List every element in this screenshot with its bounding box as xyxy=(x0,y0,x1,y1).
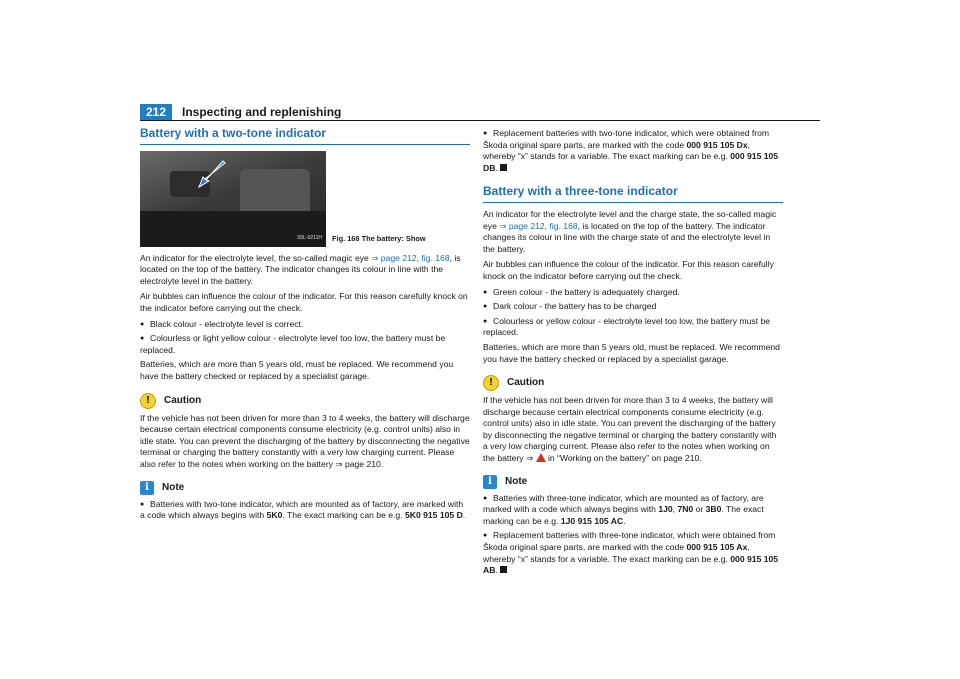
section-heading-two-tone: Battery with a two-tone indicator xyxy=(140,128,470,145)
list-item: ● Green colour - the battery is adequately charged. xyxy=(483,287,783,299)
figure-code: S5L-0211H xyxy=(297,235,322,241)
caution-icon: ! xyxy=(483,375,499,391)
page-link[interactable]: ⇒ page 212, fig. 168 xyxy=(371,252,450,263)
caution-heading: ! Caution xyxy=(140,393,470,409)
info-icon: i xyxy=(140,481,154,495)
caution-icon: ! xyxy=(140,393,156,409)
caution-text: If the vehicle has not been driven for more than 3 to 4 weeks, the battery will discharge because certain electrical components consume electricity (e.g. control units) also in idle state. You can prevent the discharging of the battery by disconnecting the negative terminal or charging the battery constantly with a very low charging current. Please also refer to the notes when working on the battery ⇒ page 210. xyxy=(140,412,470,469)
note-heading: i Note xyxy=(483,475,783,489)
warning-triangle-icon xyxy=(536,453,546,462)
list-item: ● Colourless or yellow colour - electrolyte level too low, the battery must be replaced. xyxy=(483,316,783,339)
info-icon: i xyxy=(483,475,497,489)
left-column xyxy=(140,128,470,525)
list-item: ● Dark colour - the battery has to be charged xyxy=(483,301,783,313)
paragraph: Batteries, which are more than 5 years old, must be replaced. We recommend you have the battery checked or replaced by a specialist garage. xyxy=(483,341,780,364)
figure-168 xyxy=(140,151,470,247)
section-heading-three-tone: Battery with a three-tone indicator xyxy=(483,186,783,203)
page-number: 212 xyxy=(140,104,172,120)
end-of-section-icon xyxy=(500,566,507,573)
paragraph: Air bubbles can influence the colour of the indicator. For this reason carefully knock on the indicator before carrying out the check. xyxy=(140,291,468,313)
right-column xyxy=(483,128,783,580)
note-item: ● Replacement batteries with three-tone indicator, which were obtained from Škoda original spare parts, are marked with the code 000 915 105 Ax, whereby “x” stands for a variable. The exact marking can be e.g. 000 915 105 AB. xyxy=(483,530,783,576)
end-of-section-icon xyxy=(500,164,507,171)
page-link[interactable]: ⇒ page 212, fig. 168 xyxy=(499,220,578,231)
note-item: ● Batteries with three-tone indicator, which are mounted as of factory, are marked with a code which always begins with 1J0, 7N0 or 3B0. The exact marking can be e.g. 1J0 915 105 AC. xyxy=(483,493,783,528)
paragraph: An indicator for the electrolyte level, the so-called magic eye ⇒ page 212, fig. 168, is located on the top of the battery. The indicator changes its colour in line with the electrolyte level in the battery. xyxy=(140,252,461,286)
list-item: ● Replacement batteries with two-tone indicator, which were obtained from Škoda original spare parts, are marked with the code 000 915 105 Dx, whereby “x” stands for a variable. The exact marking can be e.g. 000 915 105 DB. xyxy=(483,128,783,174)
note-heading: i Note xyxy=(140,481,470,495)
paragraph: Batteries, which are more than 5 years old, must be replaced. We recommend you have the battery checked or replaced by a specialist garage. xyxy=(140,359,454,381)
caution-heading: ! Caution xyxy=(483,375,783,391)
arrow-icon xyxy=(195,159,229,189)
note-item: ● Batteries with two-tone indicator, which are mounted as of factory, are marked with a code which always begins with 5K0. The exact marking can be e.g. 5K0 915 105 D. xyxy=(140,499,470,522)
list-item: ● Colourless or light yellow colour - electrolyte level too low, the battery must be replaced. xyxy=(140,333,470,356)
list-item: ● Black colour - electrolyte level is correct. xyxy=(140,319,470,331)
battery-photo xyxy=(140,151,326,247)
caution-text: If the vehicle has not been driven for more than 3 to 4 weeks, the battery will discharge because certain electrical components consume electricity (e.g. control units) also in idle state. You can prevent the discharging of the battery by disconnecting the negative terminal or charging the battery constantly with a very low charging current. Please also refer to the notes when working on the battery ⇒ in “Working on the battery” on page 210. xyxy=(483,395,777,464)
figure-caption: Fig. 168 The battery: Show xyxy=(332,234,426,243)
chapter-title: Inspecting and replenishing xyxy=(182,105,342,119)
paragraph: An indicator for the electrolyte level and the charge state, the so-called magic eye ⇒ page 212, fig. 168, is located on the top of the battery. The indicator changes its colour in line with the charge state of and the electrolyte level in the battery. xyxy=(483,208,777,254)
paragraph: Air bubbles can influence the colour of the indicator. For this reason carefully knock on the indicator before carrying out the check. xyxy=(483,259,774,281)
